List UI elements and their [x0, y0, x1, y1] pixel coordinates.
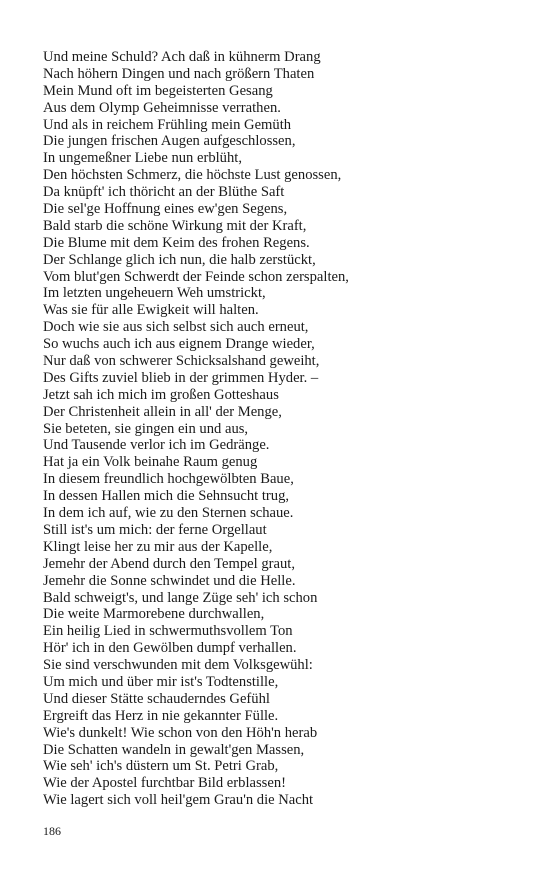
- poem-line: Und Tausende verlor ich im Gedränge.: [43, 437, 270, 454]
- poem-line: So wuchs auch ich aus eignem Drange wieder,: [43, 336, 315, 353]
- poem-line: Im letzten ungeheuern Weh umstrickt,: [43, 285, 266, 302]
- poem-line: In dem ich auf, wie zu den Sternen schaue.: [43, 505, 294, 522]
- poem-line: Jemehr die Sonne schwindet und die Helle.: [43, 572, 296, 589]
- poem-line: Und meine Schuld? Ach daß in kühnerm Drang: [43, 49, 321, 65]
- poem-line: Vom blut'gen Schwerdt der Feinde schon zerspalten,: [43, 268, 349, 285]
- poem-line: Hör' ich in den Gewölben dumpf verhallen.: [43, 640, 297, 657]
- poem-line: Doch wie sie aus sich selbst sich auch erneut,: [43, 319, 309, 336]
- poem-line: Den höchsten Schmerz, die höchste Lust genossen,: [43, 167, 342, 184]
- poem-line: Die Schatten wandeln in gewalt'gen Massen,: [43, 741, 305, 758]
- poem-line: Die Blume mit dem Keim des frohen Regens.: [43, 234, 310, 251]
- page-number: 186: [43, 824, 61, 838]
- poem-line: Wie lagert sich voll heil'gem Grau'n die Nacht: [43, 792, 314, 809]
- poem-line: Wie der Apostel furchtbar Bild erblassen!: [43, 775, 286, 792]
- poem-line: Jetzt sah ich mich im großen Gotteshaus: [43, 386, 279, 403]
- poem-line: Bald starb die schöne Wirkung mit der Kraft,: [43, 217, 307, 234]
- poem-line: Aus dem Olymp Geheimnisse verrathen.: [43, 99, 281, 116]
- poem-line: Nur daß von schwerer Schicksalshand geweiht,: [43, 353, 320, 370]
- poem-line: Bald schweigt's, und lange Züge seh' ich schon: [43, 589, 318, 606]
- poem-line: Mein Mund oft im begeisterten Gesang: [43, 82, 273, 99]
- poem-line: Jemehr der Abend durch den Tempel graut,: [43, 555, 295, 572]
- poem-line: In dessen Hallen mich die Sehnsucht trug,: [43, 488, 290, 505]
- poem-line: Sie sind verschwunden mit dem Volksgewühl:: [43, 657, 313, 674]
- poem-line: Klingt leise her zu mir aus der Kapelle,: [43, 538, 273, 555]
- poem-line: Und dieser Stätte schauderndes Gefühl: [43, 690, 270, 707]
- poem-line: Still ist's um mich: der ferne Orgellaut: [43, 521, 267, 538]
- poem-line: Des Gifts zuviel blieb in der grimmen Hyder. –: [43, 369, 319, 386]
- poem-line: In ungemeßner Liebe nun erblüht,: [43, 150, 242, 167]
- poem-line: Ein heilig Lied in schwermuthsvollem Ton: [43, 623, 293, 640]
- poem-line: Hat ja ein Volk beinahe Raum genug: [43, 454, 258, 471]
- poem-line: Da knüpft' ich thöricht an der Blüthe Saft: [43, 184, 285, 201]
- poem-line: Die sel'ge Hoffnung eines ew'gen Segens,: [43, 201, 288, 218]
- poem-line: Ergreift das Herz in nie gekannter Fülle.: [43, 707, 279, 724]
- poem-line: Um mich und über mir ist's Todtenstille,: [43, 673, 279, 690]
- poem-line: Die jungen frischen Augen aufgeschlossen,: [43, 133, 296, 150]
- poem-line: Sie beteten, sie gingen ein und aus,: [43, 420, 249, 437]
- poem-line: Und als in reichem Frühling mein Gemüth: [43, 116, 292, 133]
- poem-line: In diesem freundlich hochgewölbten Baue,: [43, 471, 294, 488]
- poem-line: Was sie für alle Ewigkeit will halten.: [43, 302, 259, 319]
- poem-line: Der Schlange glich ich nun, die halb zerstückt,: [43, 251, 316, 268]
- poem-line: Der Christenheit allein in all' der Menge,: [43, 403, 282, 420]
- poem-line: Nach höhern Dingen und nach größern Thaten: [43, 65, 315, 82]
- poem-line: Wie seh' ich's düstern um St. Petri Grab,: [43, 758, 279, 775]
- poem-line: Die weite Marmorebene durchwallen,: [43, 606, 265, 623]
- poem-line: Wie's dunkelt! Wie schon von den Höh'n herab: [43, 724, 318, 741]
- poem-text: [43, 49, 349, 809]
